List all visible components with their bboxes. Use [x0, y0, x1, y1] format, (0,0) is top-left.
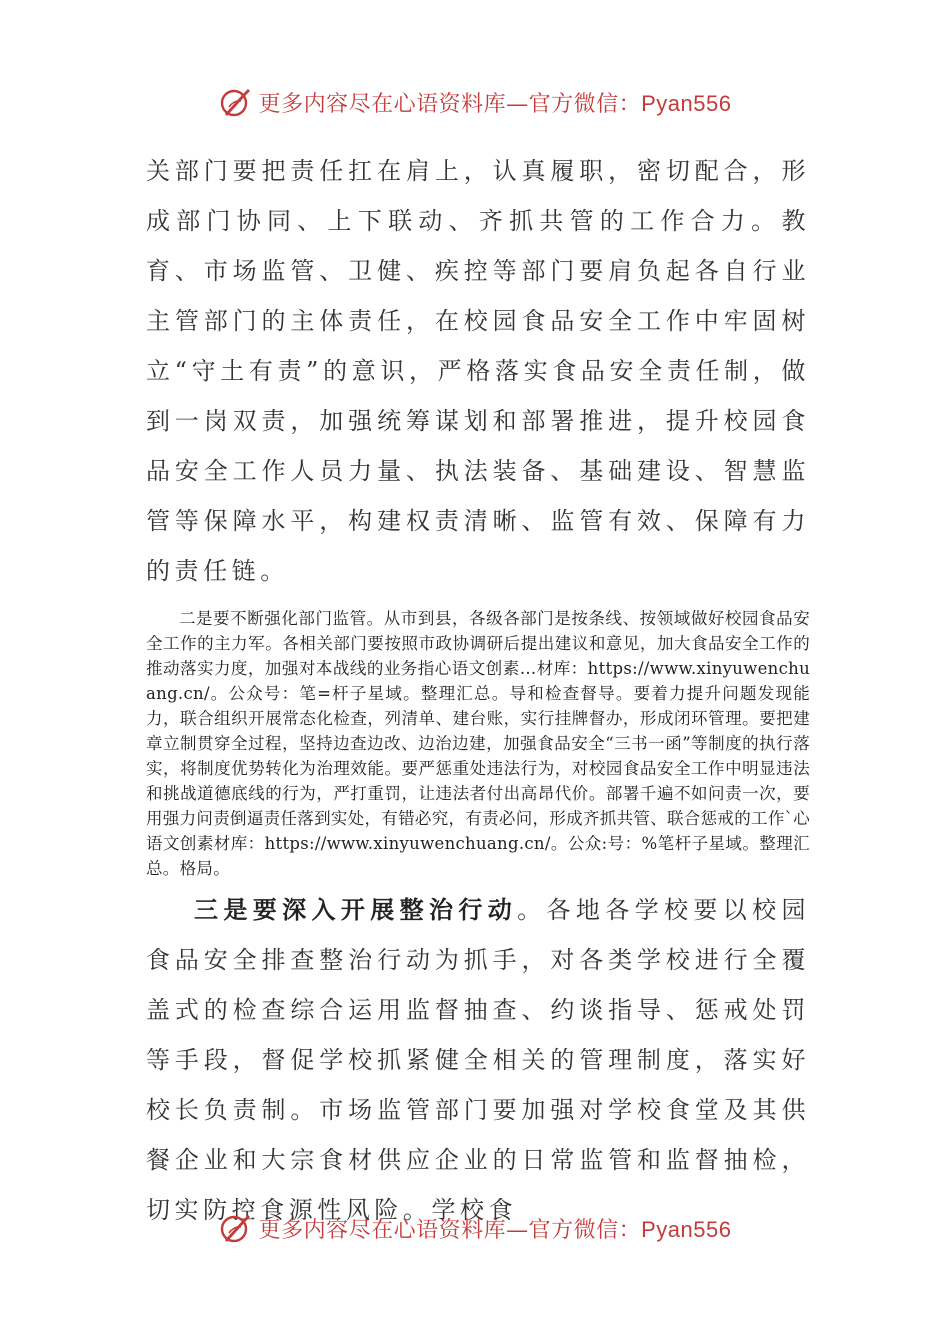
pen-nib-logo-icon	[219, 1211, 253, 1245]
banner-title: 更多内容尽在心语资料库—官方微信：Pyan556	[258, 90, 732, 117]
paragraph-1: 关部门要把责任扛在肩上，认真履职，密切配合，形成部门协同、上下联动、齐抓共管的工作合力。教育、市场监管、卫健、疾控等部门要肩负起各自行业主管部门的主体责任，在校园食品安全工作中牢固树立“守土有责”的意识，严格落实食品安全责任制，做到一岗双责，加强统筹谋划和部署推进，提升校园食品安全工作人员力量、执法装备、基础建设、智慧监管等保障水平，构建权责清晰、监管有效、保障有力的责任链。	[146, 157, 810, 585]
header-banner	[0, 82, 950, 122]
paragraph-3-heading: 三是要深入开展整治行动	[194, 895, 518, 924]
wechat-handle: Pyan556	[641, 1216, 732, 1242]
pen-nib-logo-icon	[219, 85, 253, 119]
paragraph-3-text: 。各地各学校要以校园食品安全排查整治行动为抓手，对各类学校进行全覆盖式的检查综合运用监督抽查、约谈指导、惩戒处罚等手段，督促学校抓紧健全相关的管理制度，落实好校长负责制。市场监管部门要加强对学校食堂及其供餐企业和大宗食材供应企业的日常监管和监督抽检，切实防控食源性风险。学校食	[146, 896, 810, 1224]
paragraph-3	[146, 885, 810, 1235]
footer-banner	[0, 1208, 950, 1248]
banner-title: 更多内容尽在心语资料库—官方微信：Pyan556	[258, 1216, 732, 1243]
paragraph-2: 二是要不断强化部门监管。从市到县，各级各部门是按条线、按领域做好校园食品安全工作的主力军。各相关部门要按照市政协调研后提出建议和意见，加大食品安全工作的推动落实力度，加强对本战线的业务指心语文创素…材库：https://www.xinyuwenchuang.cn/。公众号：笔=杆子星域。整理汇总。导和检查督导。要着力提升问题发现能力，联合组织开展常态化检查，列清单、建台账，实行挂牌督办，形成闭环管理。要把建章立制贯穿全过程，坚持边查边改、边治边建，加强食品安全“三书一函”等制度的执行落实，将制度优势转化为治理效能。要严惩重处违法行为，对校园食品安全工作中明显违法和挑战道德底线的行为，严打重罚，让违法者付出高昂代价。部署千遍不如问责一次，要用强力问责倒逼责任落到实处，有错必究，有责必问，形成齐抓共管、联合惩戒的工作`心语文创素材库：https://www.xinyuwenchuang.cn/。公众:号：%笔杆子星域。整理汇总。格局。	[146, 609, 810, 878]
wechat-handle: Pyan556	[641, 90, 732, 116]
document-body	[146, 146, 810, 1235]
